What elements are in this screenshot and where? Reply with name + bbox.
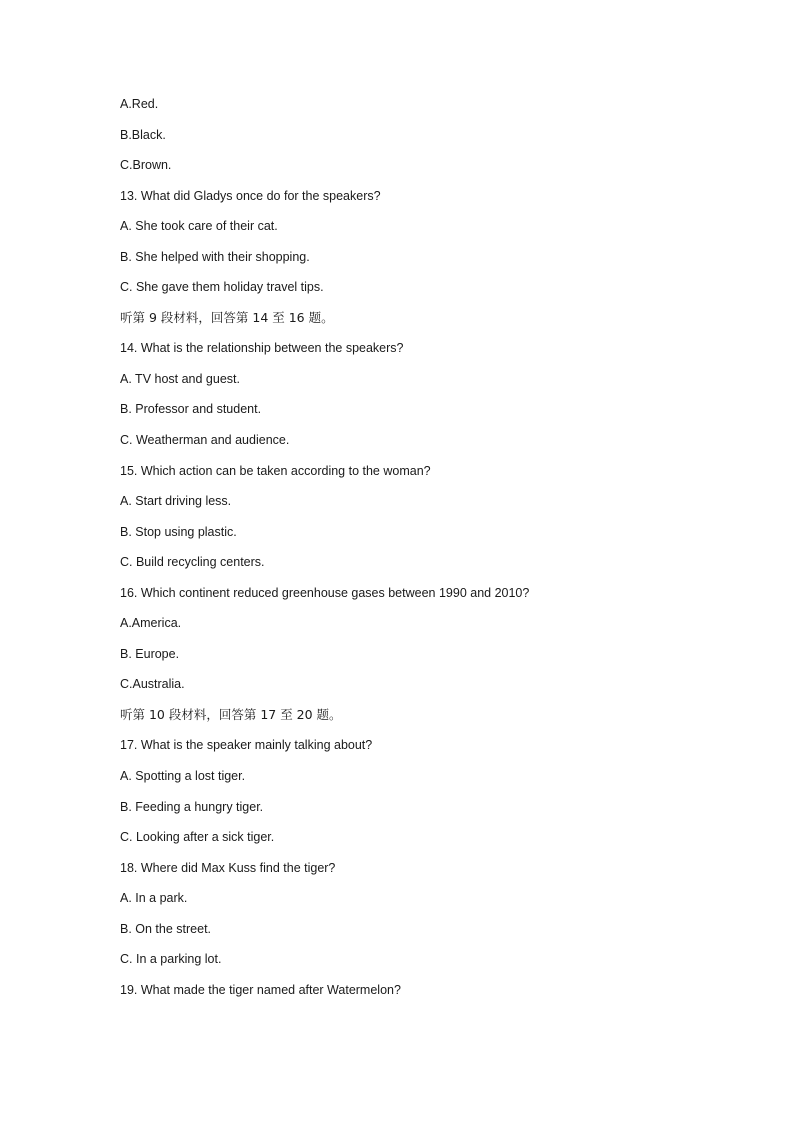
option-line: B.Black. bbox=[120, 127, 166, 142]
question-line: 15. Which action can be taken according to the woman? bbox=[120, 463, 431, 478]
option-line: C. She gave them holiday travel tips. bbox=[120, 280, 324, 295]
option-line: A. TV host and guest. bbox=[120, 371, 240, 386]
option-line: B. On the street. bbox=[120, 921, 212, 936]
option-line: B. Feeding a hungry tiger. bbox=[120, 799, 264, 814]
section-instruction: 听第 10 段材料，回答第 17 至 20 题。 bbox=[120, 706, 342, 722]
option-line: C. In a parking lot. bbox=[120, 952, 222, 967]
option-line: A. In a park. bbox=[120, 891, 188, 906]
question-line: 13. What did Gladys once do for the speakers? bbox=[120, 188, 381, 203]
option-line: C. Weatherman and audience. bbox=[120, 433, 290, 448]
option-line: A.Red. bbox=[120, 97, 159, 111]
option-line: A. Spotting a lost tiger. bbox=[120, 769, 246, 784]
question-line: 19. What made the tiger named after Watermelon? bbox=[120, 982, 401, 997]
option-line: C.Australia. bbox=[120, 677, 185, 692]
option-line: B. Stop using plastic. bbox=[120, 524, 237, 539]
question-line: 18. Where did Max Kuss find the tiger? bbox=[120, 860, 336, 875]
option-line: B. Europe. bbox=[120, 646, 180, 661]
option-line: C.Brown. bbox=[120, 158, 172, 173]
option-line: C. Looking after a sick tiger. bbox=[120, 830, 275, 845]
question-line: 14. What is the relationship between the speakers? bbox=[120, 341, 404, 356]
option-line: A. She took care of their cat. bbox=[120, 219, 278, 234]
section-instruction: 听第 9 段材料，回答第 14 至 16 题。 bbox=[120, 309, 334, 325]
option-line: A.America. bbox=[120, 616, 182, 631]
option-line: B. Professor and student. bbox=[120, 402, 262, 417]
question-list bbox=[120, 95, 720, 1011]
question-line: 17. What is the speaker mainly talking about? bbox=[120, 738, 373, 753]
question-line: 16. Which continent reduced greenhouse gases between 1990 and 2010? bbox=[120, 585, 530, 600]
option-line: C. Build recycling centers. bbox=[120, 555, 265, 570]
option-line: B. She helped with their shopping. bbox=[120, 249, 310, 264]
option-line: A. Start driving less. bbox=[120, 494, 232, 509]
